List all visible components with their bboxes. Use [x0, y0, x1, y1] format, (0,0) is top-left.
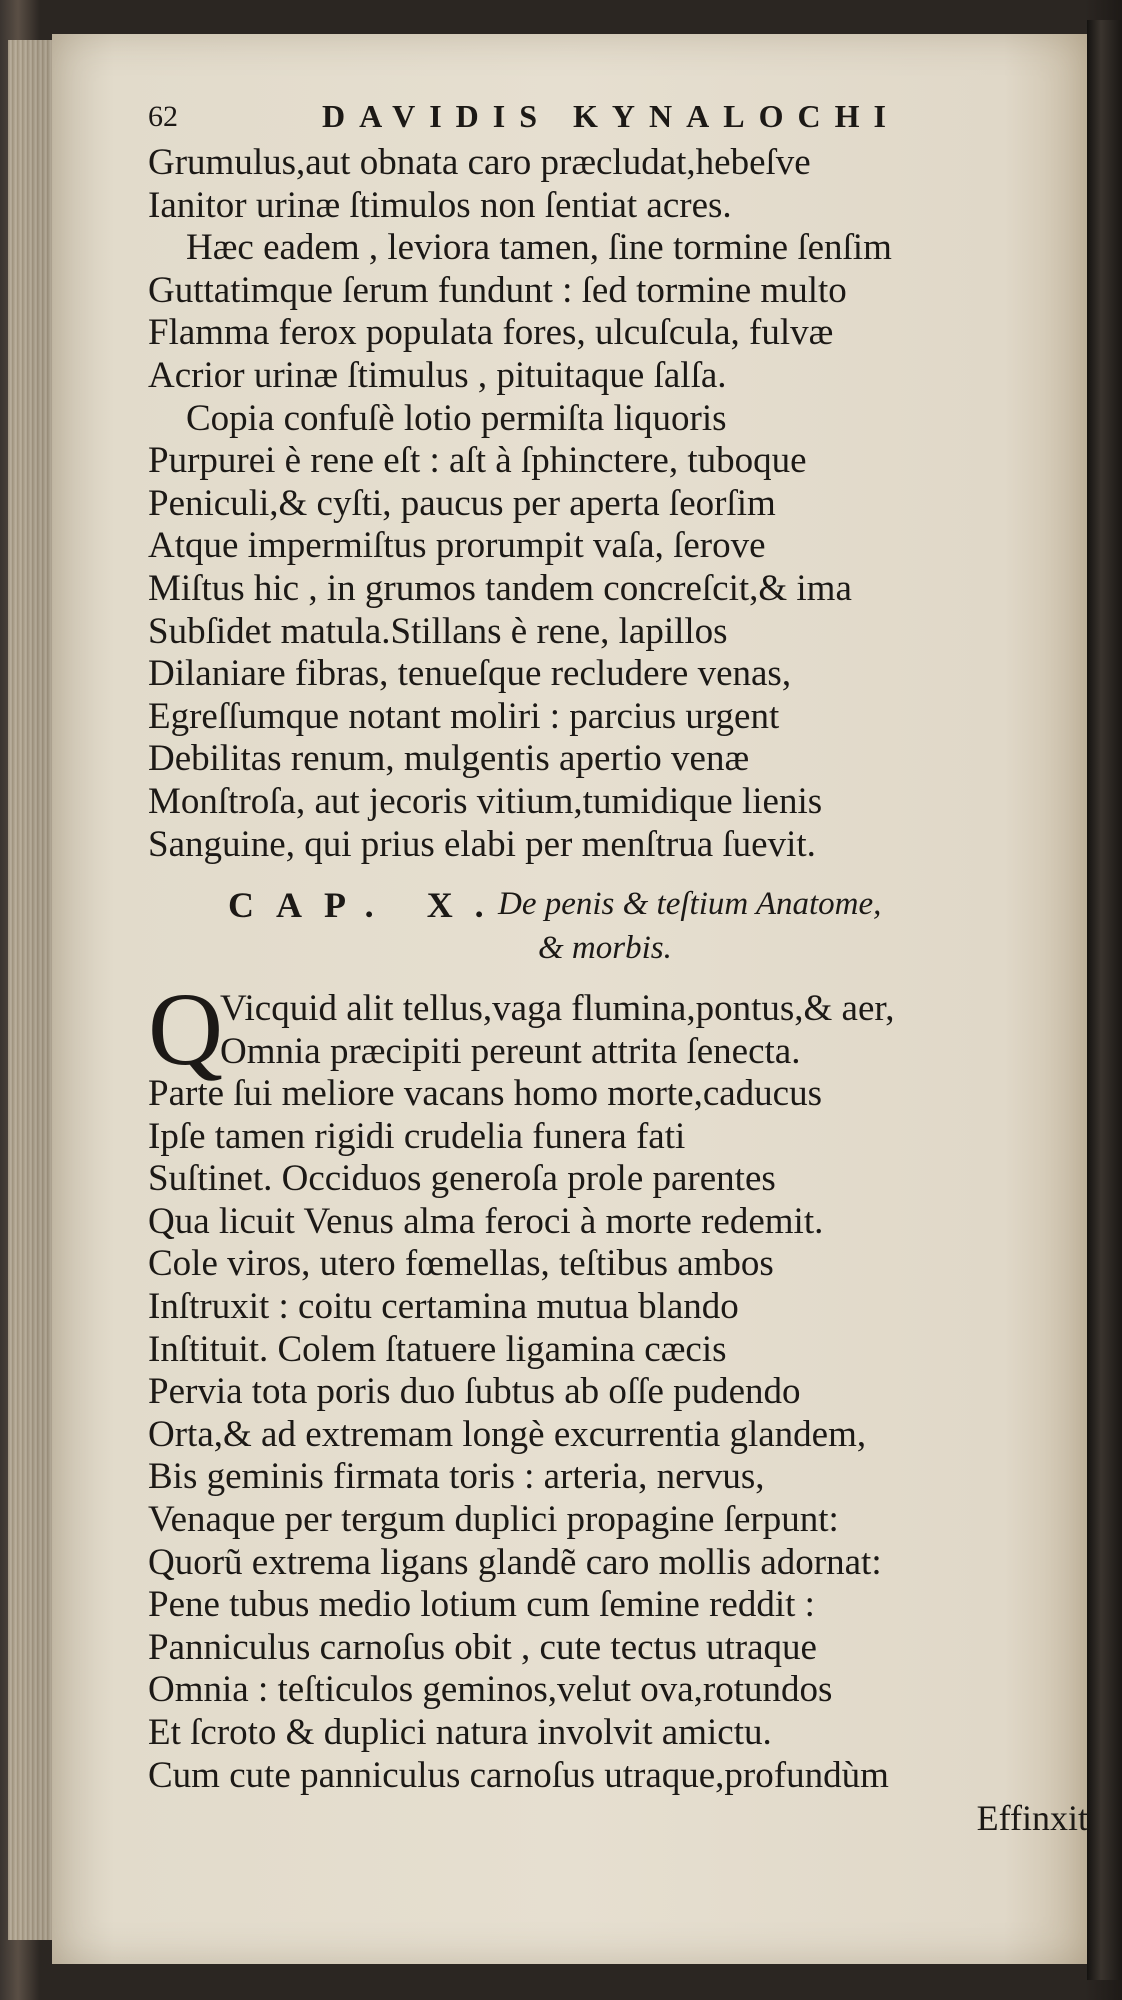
verse-line: Monſtroſa, aut jecoris vitium,tumidique lienis: [148, 780, 823, 822]
verse-line: Hæc eadem , leviora tamen, ſine tormine ſenſim: [186, 227, 892, 269]
verse-line: Orta,& ad extremam longè excurrentia glandem,: [148, 1413, 867, 1455]
verse-line: Copia confuſè lotio permiſta liquoris: [186, 397, 727, 439]
verse-body: [148, 142, 1088, 1839]
verse-line: Peniculi,& cyſti, paucus per aperta ſeorſim: [148, 482, 776, 524]
verse-line: Qua licuit Venus alma feroci à morte redemit.: [148, 1200, 824, 1242]
verse-line: Omnia præcipiti pereunt attrita ſenecta.: [220, 1030, 801, 1072]
chapter-label: CAP. X.: [228, 885, 506, 926]
verse-line: Egreſſumque notant moliri : parcius urgent: [148, 695, 780, 737]
verse-line: Cole viros, utero fœmellas, teſtibus ambos: [148, 1243, 774, 1285]
page-header: [92, 60, 1072, 134]
page-text: [92, 60, 1088, 1839]
chapter-number: X.: [426, 885, 506, 926]
running-head: DAVIDIS KYNALOCHI: [322, 98, 900, 134]
verse-line: Subſidet matula.Stillans è rene, lapillos: [148, 610, 728, 652]
dropcap-paragraph: [148, 972, 1088, 1088]
verse-line: Purpurei è rene eſt : aſt à ſphinctere, tuboque: [148, 440, 807, 482]
verse-line: Dilaniare fibras, tenueſque recludere venas,: [148, 653, 792, 695]
catchword-row: [148, 1797, 1088, 1839]
chapter-heading: [148, 880, 1088, 980]
verse-line: Omnia : teſticulos geminos,velut ova,rotundos: [148, 1669, 833, 1711]
verse-line: Grumulus,aut obnata caro præcludat,hebeſve: [148, 142, 811, 183]
verse-line: Sanguine, qui prius elabi per menſtrua ſuevit.: [148, 823, 816, 865]
verse-line: Ipſe tamen rigidi crudelia funera fati: [148, 1115, 686, 1157]
verse-line: Panniculus carnoſus obit , cute tectus utraque: [148, 1626, 817, 1668]
verse-line: Guttatimque ſerum fundunt : ſed tormine multo: [148, 269, 847, 311]
verse-line: Acrior urinæ ſtimulus , pituitaque ſalſa.: [148, 354, 727, 396]
verse-line: Cum cute panniculus carnoſus utraque,profundùm: [148, 1754, 889, 1796]
verse-line: Atque impermiſtus prorumpit vaſa, ſerove: [148, 525, 766, 567]
verse-line: Pene tubus medio lotium cum ſemine reddit :: [148, 1584, 815, 1626]
verse-line: Debilitas renum, mulgentis apertio venæ: [148, 738, 750, 780]
verse-line: Flamma ferox populata fores, ulcuſcula, fulvæ: [148, 312, 834, 354]
verse-line: Bis geminis firmata toris : arteria, nervus,: [148, 1456, 765, 1498]
page-number: 62: [148, 100, 178, 133]
verse-line: Vicquid alit tellus,vaga flumina,pontus,& aer,: [220, 988, 895, 1030]
verse-line: Ianitor urinæ ſtimulos non ſentiat acres.: [148, 184, 732, 226]
verse-line: Pervia tota poris duo ſubtus ab oſſe pudendo: [148, 1371, 801, 1413]
verse-line: Miſtus hic , in grumos tandem concreſcit,& ima: [148, 567, 852, 609]
chapter-title-line1: De penis & teſtium Anatome,: [498, 886, 882, 923]
facing-page-edge: [1087, 20, 1122, 1980]
page-edges: [8, 40, 52, 1940]
chapter-title-line2: & morbis.: [538, 930, 672, 967]
verse-line: Quorũ extrema ligans glandẽ caro mollis adornat:: [148, 1541, 882, 1583]
verse-line: Parte ſui meliore vacans homo morte,caducus: [148, 1073, 823, 1115]
catchword: Effinxit: [976, 1798, 1088, 1839]
verse-line: Inſtituit. Colem ſtatuere ligamina cæcis: [148, 1328, 727, 1370]
verse-line: Suſtinet. Occiduos generoſa prole parentes: [148, 1158, 776, 1200]
verse-line: Et ſcroto & duplici natura involvit amictu.: [148, 1712, 772, 1753]
drop-cap-letter: Q: [148, 972, 224, 1088]
verse-line: Venaque per tergum duplici propagine ſerpunt:: [148, 1499, 839, 1541]
verse-line: Inſtruxit : coitu certamina mutua blando: [148, 1286, 739, 1328]
